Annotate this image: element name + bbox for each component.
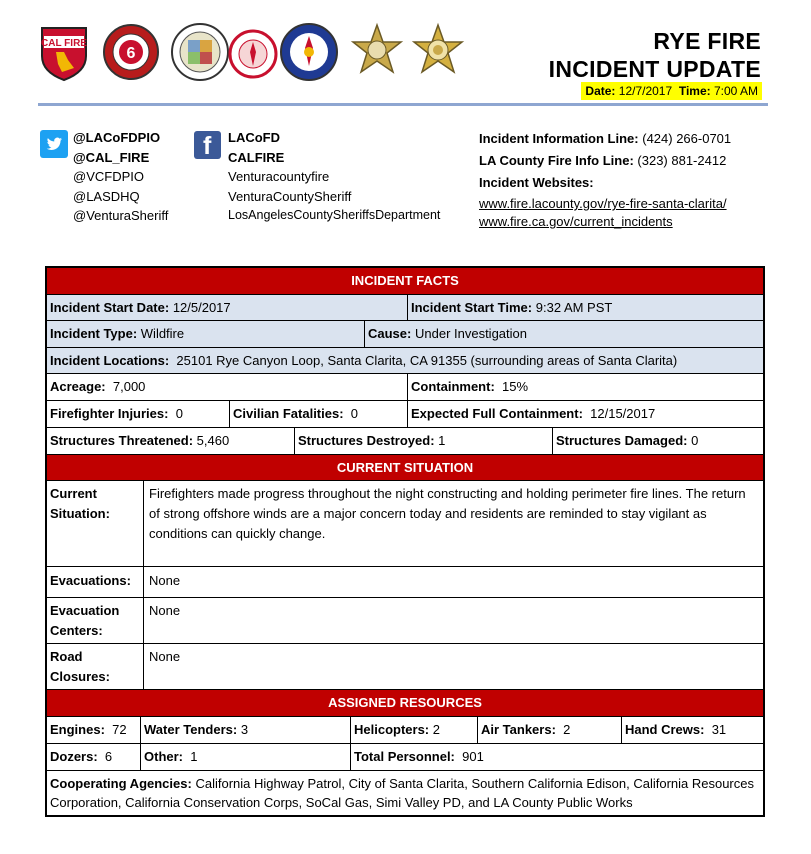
- engines-cell: [47, 717, 141, 743]
- incident-type-cell: [47, 321, 365, 347]
- containment-cell: [408, 374, 763, 400]
- facebook-page[interactable]: Venturacountyfire: [228, 169, 330, 184]
- acreage-cell: [47, 374, 408, 400]
- air-tankers-cell: [478, 717, 622, 743]
- expected-containment-label: Expected Full Containment:: [411, 406, 583, 421]
- cooperating-agencies-cell: [47, 771, 763, 815]
- date-time-bar: [581, 82, 762, 100]
- time-value: 7:00 AM: [713, 84, 758, 98]
- websites-label: Incident Websites:: [479, 175, 594, 190]
- table-row: [47, 598, 763, 644]
- table-row: [47, 374, 763, 401]
- table-row: [47, 348, 763, 374]
- svg-text:CAL FIRE: CAL FIRE: [41, 38, 87, 49]
- table-row: [47, 717, 763, 744]
- evacuation-centers-value: None: [149, 603, 181, 618]
- helicopters-cell: [351, 717, 478, 743]
- twitter-handle[interactable]: @LASDHQ: [73, 188, 140, 204]
- locations-value: 25101 Rye Canyon Loop, Santa Clarita, CA 91355 (surrounding areas of Santa Clarita): [176, 353, 678, 368]
- engines-label: Engines:: [50, 722, 105, 737]
- ventura-county-sheriff-star-icon: [347, 22, 407, 82]
- other-value: 1: [190, 749, 198, 764]
- table-row: [47, 295, 763, 321]
- county-of-los-angeles-seal-icon: [170, 22, 230, 82]
- start-time-label: Incident Start Time:: [411, 300, 533, 315]
- cause-cell: [365, 321, 763, 347]
- twitter-handle[interactable]: @VCFDPIO: [73, 169, 144, 184]
- report-title-line2: INCIDENT UPDATE: [548, 56, 761, 82]
- start-date-value: 12/5/2017: [172, 300, 231, 315]
- damaged-value: 0: [691, 433, 699, 448]
- date-value: 12/7/2017: [618, 84, 673, 98]
- table-row: [47, 401, 763, 428]
- incident-type-value: Wildfire: [140, 326, 185, 341]
- cal-fire-team-6-badge-icon: [101, 22, 161, 82]
- hand-crews-label: Hand Crews:: [625, 722, 705, 737]
- la-line-label: LA County Fire Info Line:: [479, 153, 634, 168]
- other-label: Other:: [144, 749, 183, 764]
- header-divider: [38, 103, 768, 106]
- ventura-county-fire-badge-icon: [279, 22, 339, 82]
- threatened-label: Structures Threatened:: [50, 433, 194, 448]
- table-row: [47, 644, 763, 690]
- section-header-assigned-resources: ASSIGNED RESOURCES: [47, 690, 763, 717]
- table-row: [47, 481, 763, 567]
- table-row: [47, 321, 763, 348]
- locations-cell: [47, 348, 763, 373]
- time-label: Time:: [678, 84, 711, 98]
- section-header-incident-facts: INCIDENT FACTS: [47, 268, 763, 295]
- incident-table: [45, 266, 765, 817]
- table-row: [47, 771, 763, 815]
- info-line-label: Incident Information Line:: [479, 131, 639, 146]
- current-situation-text: Firefighters made progress throughout the night constructing and holding perimeter fire lines. The return of strong offshore winds are a major concern today and residents are reminded to stay vigilant as conditions can quickly change.: [149, 486, 746, 541]
- air-tankers-value: 2: [563, 722, 571, 737]
- svg-text:6: 6: [126, 45, 136, 62]
- cause-label: Cause:: [368, 326, 412, 341]
- dozers-cell: [47, 744, 141, 770]
- ff-injuries-cell: [47, 401, 230, 427]
- ff-injuries-label: Firefighter Injuries:: [50, 406, 169, 421]
- table-row: [47, 428, 763, 455]
- threatened-value: 5,460: [196, 433, 230, 448]
- road-closures-label: Road Closures:: [47, 644, 144, 689]
- la-line-phone: (323) 881-2412: [637, 153, 727, 168]
- ff-injuries-value: 0: [175, 406, 183, 421]
- twitter-handle[interactable]: @CAL_FIRE: [73, 149, 150, 165]
- expected-containment-cell: [408, 401, 763, 427]
- website-link-calfire[interactable]: www.fire.ca.gov/current_incidents: [479, 214, 673, 229]
- start-time-cell: [408, 295, 763, 320]
- cooperating-agencies-value: California Highway Patrol, City of Santa Clarita, Southern California Edison, California Resources Corporation, California Conservation Corps, SoCal Gas, Simi Valley PD, and LA County Public Works: [50, 776, 754, 810]
- containment-label: Containment:: [411, 379, 495, 394]
- contact-info: [479, 129, 731, 231]
- acreage-value: 7,000: [112, 379, 146, 394]
- air-tankers-label: Air Tankers:: [481, 722, 556, 737]
- table-row: [47, 744, 763, 771]
- hand-crews-value: 31: [711, 722, 727, 737]
- locations-label: Incident Locations:: [50, 353, 170, 368]
- cause-value: Under Investigation: [414, 326, 527, 341]
- evacuation-centers-label: Evacuation Centers:: [47, 598, 144, 643]
- water-tenders-cell: [141, 717, 351, 743]
- expected-containment-value: 12/15/2017: [590, 406, 656, 421]
- water-tenders-label: Water Tenders:: [144, 722, 238, 737]
- helicopters-label: Helicopters:: [354, 722, 430, 737]
- dozers-value: 6: [104, 749, 113, 764]
- total-personnel-label: Total Personnel:: [354, 749, 455, 764]
- evacuations-label: Evacuations:: [47, 567, 144, 597]
- facebook-page[interactable]: CALFIRE: [228, 149, 285, 165]
- info-line-phone: (424) 266-0701: [642, 131, 732, 146]
- civ-fatalities-label: Civilian Fatalities:: [233, 406, 344, 421]
- water-tenders-value: 3: [240, 722, 249, 737]
- start-date-cell: [47, 295, 408, 320]
- website-link-lacounty[interactable]: www.fire.lacounty.gov/rye-fire-santa-clarita/: [479, 196, 727, 211]
- facebook-pages: [228, 128, 440, 226]
- containment-value: 15%: [502, 379, 529, 394]
- twitter-handle[interactable]: @VenturaSheriff: [73, 208, 169, 223]
- damaged-label: Structures Damaged:: [556, 433, 688, 448]
- report-title-line1: RYE FIRE: [653, 28, 761, 54]
- total-personnel-value: 901: [462, 749, 484, 764]
- road-closures-value: None: [149, 649, 181, 664]
- damaged-cell: [553, 428, 763, 454]
- la-county-sheriff-star-icon: [408, 22, 468, 82]
- table-row: [47, 567, 763, 598]
- facebook-page[interactable]: LACoFD: [228, 130, 280, 145]
- total-personnel-cell: [351, 744, 763, 770]
- cal-fire-badge-icon: [34, 22, 94, 82]
- hand-crews-cell: [622, 717, 763, 743]
- civ-fatalities-value: 0: [350, 406, 359, 421]
- destroyed-cell: [295, 428, 553, 454]
- evacuations-value: None: [149, 573, 181, 588]
- destroyed-label: Structures Destroyed:: [298, 433, 435, 448]
- facebook-page[interactable]: VenturaCountySheriff: [228, 188, 352, 204]
- civ-fatalities-cell: [230, 401, 408, 427]
- facebook-page[interactable]: LosAngelesCountySheriffsDepartment: [228, 208, 441, 222]
- cooperating-agencies-label: Cooperating Agencies:: [50, 776, 192, 791]
- incident-type-label: Incident Type:: [50, 326, 138, 341]
- section-header-current-situation: CURRENT SITUATION: [47, 455, 763, 481]
- la-county-fire-department-badge-icon: [223, 22, 283, 82]
- twitter-icon: [40, 130, 68, 158]
- engines-value: 72: [112, 722, 127, 737]
- helicopters-value: 2: [432, 722, 440, 737]
- start-date-label: Incident Start Date:: [50, 300, 170, 315]
- start-time-value: 9:32 AM PST: [535, 300, 613, 315]
- date-label: Date:: [585, 84, 616, 98]
- other-cell: [141, 744, 351, 770]
- twitter-handle[interactable]: @LACoFDPIO: [73, 130, 161, 145]
- dozers-label: Dozers:: [50, 749, 98, 764]
- facebook-icon: f: [194, 131, 221, 159]
- destroyed-value: 1: [438, 433, 446, 448]
- current-situation-label: Current Situation:: [47, 481, 144, 566]
- acreage-label: Acreage:: [50, 379, 106, 394]
- twitter-handles: [73, 128, 168, 226]
- threatened-cell: [47, 428, 295, 454]
